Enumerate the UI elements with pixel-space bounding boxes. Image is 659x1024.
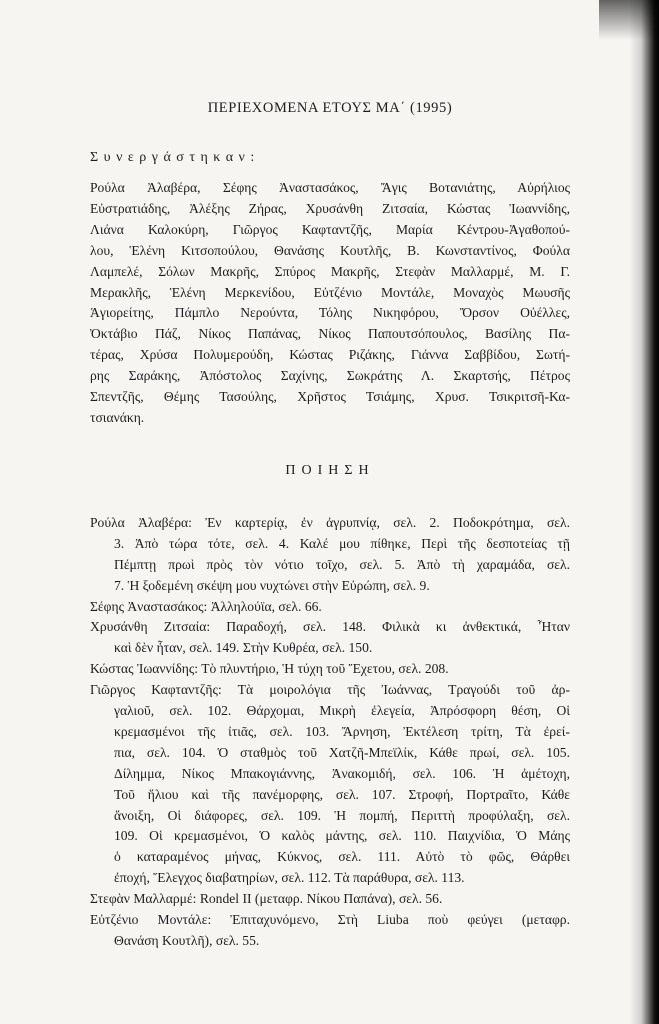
poetry-entry-line: Στεφὰν Μαλλαρμέ: Rondel II (μεταφρ. Νίκου Παπάνα), σελ. 56. bbox=[90, 891, 443, 907]
collaborators-line: τέρας, Χρύσα Πολυμερούδη, Κώστας Ριζάκης, Γιάννα Σαββίδου, Σωτή- bbox=[90, 347, 570, 363]
page-content bbox=[90, 100, 570, 952]
poetry-entry-line: Χρυσάνθη Ζιτσαία: Παραδοχή, σελ. 148. Φιλικὰ κι ἀνθεκτικά, Ἦταν bbox=[90, 619, 570, 635]
poetry-entry-line: Δίλημμα, Νίκος Μπακογιάννης, Ἀνακομιδή, σελ. 106. Ἡ ἀμέτοχη, bbox=[114, 765, 570, 781]
collaborators-line: Ἁγιορείτης, Πάμπλο Νερούντα, Τόλης Νικηφόρου, Ὄρσον Οὐέλλες, bbox=[90, 305, 570, 321]
poetry-entry-line: ὁ καταραμένος μήνας, Κύκνος, σελ. 111. Αὐτὸ τὸ φῶς, Θάρθει bbox=[114, 849, 570, 865]
poetry-entry-line: ἐποχή, Ἔλεγχος διαβατηρίων, σελ. 112. Τὰ παράθυρα, σελ. 113. bbox=[114, 870, 465, 886]
collaborators-label: Συνεργάστηκαν: bbox=[90, 150, 260, 165]
collaborators-line: Ὀκτάβιο Πάζ, Νίκος Παπάνας, Νίκος Παπουτσόπουλος, Βασίλης Πα- bbox=[90, 326, 570, 342]
page-edge-shadow bbox=[629, 0, 659, 1024]
collaborators-line: Σπεντζῆς, Θέμης Τασούλης, Χρῆστος Τσιάμης, Χρυσ. Τσικριτσῆ-Κα- bbox=[90, 389, 570, 405]
collaborators-line: Λιάνα Καλοκύρη, Γιῶργος Καφταντζῆς, Μαρία Κέντρου-Ἀγαθοπού- bbox=[90, 221, 570, 237]
poetry-entry-line: ἄνοιξη, Οἱ διάφορες, σελ. 109. Ἡ πομπή, Περιττὴ προφύλαξη, σελ. bbox=[114, 807, 570, 823]
poetry-entry-line: Γιῶργος Καφταντζῆς: Τὰ μοιρολόγια τῆς Ἰωάννας, Τραγούδι τοῦ ἀρ- bbox=[90, 682, 570, 698]
poetry-entry-line: Εὐτζένιο Μοντάλε: Ἐπιταχυνόμενο, Στὴ Liuba ποὺ φεύγει (μεταφρ. bbox=[90, 912, 570, 928]
poetry-entry-line: 109. Οἱ κρεμασμένοι, Ὁ καλὸς μάντης, σελ. 110. Παιχνίδια, Ὁ Μάης bbox=[114, 828, 570, 844]
collaborators-line: Μερακλῆς, Ἑλένη Μερκενίδου, Εὐτζένιο Μοντάλε, Μοναχὸς Μωυσῆς bbox=[90, 284, 570, 300]
poetry-entry-line: πια, σελ. 104. Ὁ σταθμὸς τοῦ Χατζῆ-Μπεϊλίκ, Κάθε πρωί, σελ. 105. bbox=[114, 744, 570, 760]
collaborators-line: τσιανάκη. bbox=[90, 409, 145, 425]
poetry-entry-line: γαλιοῦ, σελ. 102. Θάρχομαι, Μικρὴ ἐλεγεία, Ἀπρόσφορη θέση, Οἱ bbox=[114, 703, 570, 719]
collaborators-line: Λαμπελέ, Σόλων Μακρῆς, Σπύρος Μακρῆς, Στεφὰν Μαλλαρμέ, Μ. Γ. bbox=[90, 263, 570, 279]
collaborators-line: Εὐστρατιάδης, Ἀλέξης Ζήρας, Χρυσάνθη Ζιτσαία, Κώστας Ἰωαννίδης, bbox=[90, 200, 570, 216]
poetry-entry bbox=[90, 597, 570, 618]
collaborators-line: λου, Ἑλένη Κιτσοπούλου, Θανάσης Κουτλῆς, Β. Κωνσταντίνος, Φούλα bbox=[90, 242, 570, 258]
poetry-entry bbox=[90, 889, 570, 910]
poetry-entry bbox=[90, 513, 570, 597]
collaborators-line: ρης Σαράκης, Ἀπόστολος Σαχίνης, Σωκράτης Λ. Σκαρτσής, Πέτρος bbox=[90, 368, 570, 384]
poetry-entries bbox=[90, 513, 570, 952]
collaborators-line: Ρούλα Ἀλαβέρα, Σέφης Ἀναστασάκος, Ἄγις Βοτανιάτης, Αὐρήλιος bbox=[90, 180, 570, 195]
poetry-entry-line: Πέμπτῃ πρωὶ πρὸς τὸν νότιο τοῖχο, σελ. 5. Ἀπὸ τὴ χαραμάδα, σελ. bbox=[114, 556, 570, 572]
poetry-entry bbox=[90, 617, 570, 659]
poetry-entry-line: Θανάση Κουτλῆ), σελ. 55. bbox=[114, 933, 260, 948]
poetry-entry-line: 7. Ἡ ξοδεμένη σκέψη μου νυχτώνει στὴν Εὐρώπη, σελ. 9. bbox=[114, 577, 430, 593]
poetry-entry-line: Ρούλα Ἀλαβέρα: Ἐν καρτερίᾳ, ἐν ἀγρυπνίᾳ, σελ. 2. Ποδοκρότημα, σελ. bbox=[90, 514, 570, 530]
poetry-entry-line: Σέφης Ἀναστασάκος: Ἀλληλούϊα, σελ. 66. bbox=[90, 598, 322, 614]
poetry-entry-line: Κώστας Ἰωαννίδης: Τὸ πλυντήριο, Ἡ τύχη τοῦ Ἔχετου, σελ. 208. bbox=[90, 661, 449, 677]
poetry-entry bbox=[90, 659, 570, 680]
collaborators-list bbox=[90, 178, 570, 429]
page-corner-shadow bbox=[599, 0, 659, 40]
poetry-entry-line: κρεμασμένοι τῆς ἰτιᾶς, σελ. 103. Ἄρνηση, Ἐκτέλεση τρίτη, Τὰ ἐρεί- bbox=[114, 723, 570, 739]
poetry-entry-line: Τοῦ ἥλιου καὶ τῆς πανέμορφης, σελ. 107. Στροφή, Πορτραῖτο, Κάθε bbox=[114, 786, 570, 802]
poetry-entry-line: καὶ δὲν ἦταν, σελ. 149. Στὴν Κυθρέα, σελ. 150. bbox=[114, 640, 373, 656]
page-title: ΠΕΡΙΕΧΟΜΕΝΑ ΕΤΟΥΣ ΜΑ΄ (1995) bbox=[207, 100, 453, 116]
poetry-entry bbox=[90, 680, 570, 889]
section-title-poetry: ΠΟΙΗΣΗ bbox=[285, 462, 375, 478]
poetry-entry bbox=[90, 910, 570, 952]
poetry-entry-line: 3. Ἀπὸ τώρα τότε, σελ. 4. Καλέ μου πίθηκε, Περὶ τῆς δεσποτείας τῇ bbox=[114, 535, 570, 551]
